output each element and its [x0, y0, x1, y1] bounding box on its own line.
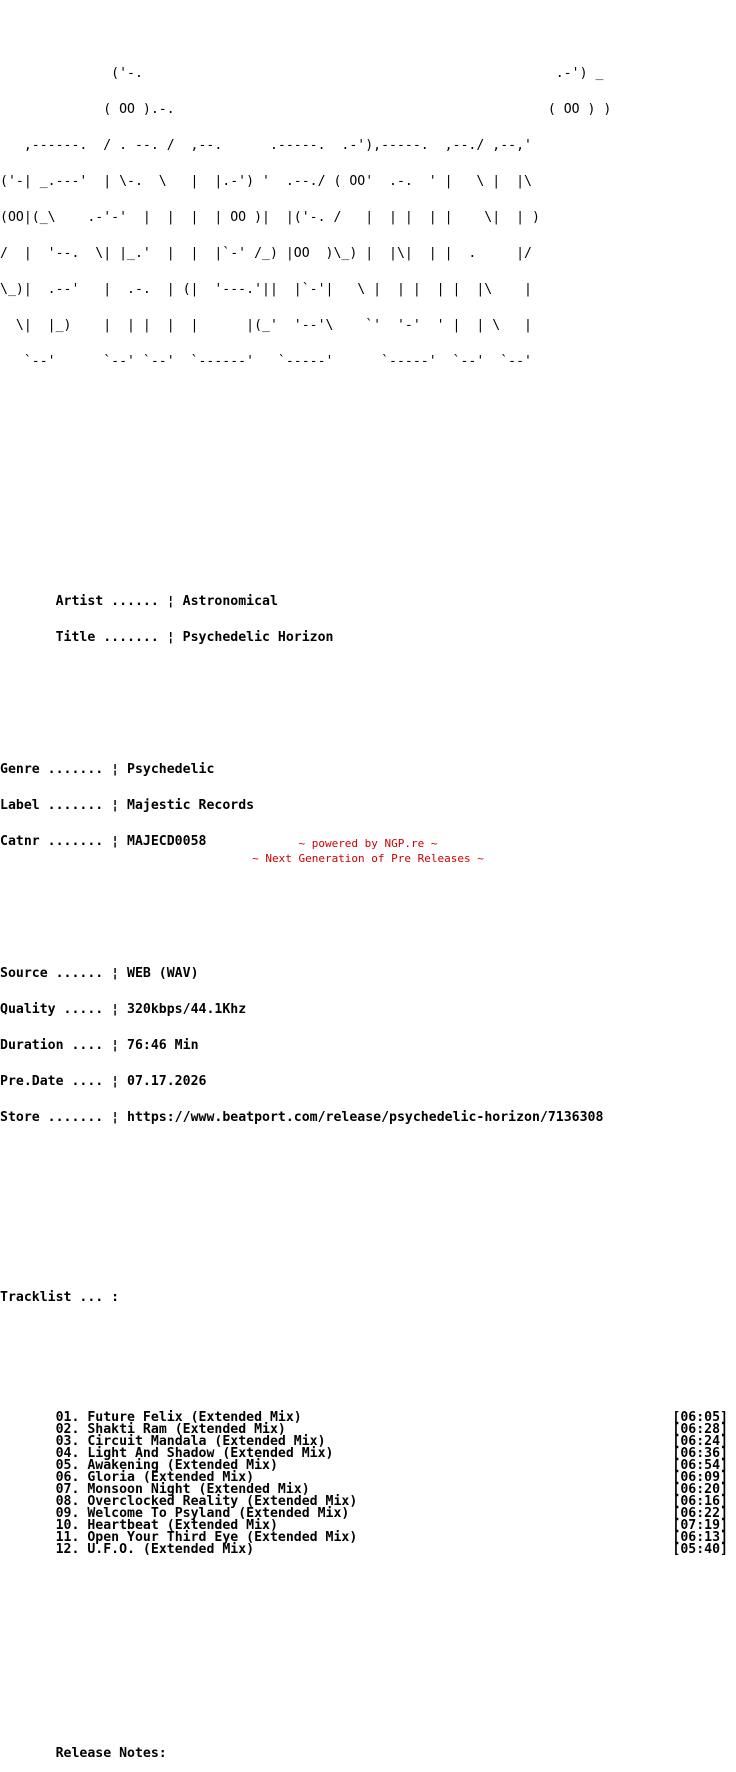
logo-line: \_)| .--' | .-. | (| '---.'|| |`-'| \ | | | | | |\ | — [0, 282, 532, 297]
info-row-predate: Pre.Date .... ¦ 07.17.2026 — [0, 1074, 207, 1089]
info-row-source: Source ...... ¦ WEB (WAV) — [0, 966, 199, 981]
track-title: Future Felix (Extended Mix) — [87, 1410, 302, 1425]
footer-tagline: ~ Next Generation of Pre Releases ~ — [252, 852, 484, 865]
logo-line: (OO|(_\ .-'-' | | | | OO )| |('-. / | | | | | \| | ) — [0, 210, 540, 225]
info-row-catnr: Catnr ....... ¦ MAJECD0058 — [0, 834, 207, 849]
track-number: 01. — [55, 1410, 80, 1425]
info-row-genre: Genre ....... ¦ Psychedelic — [0, 762, 215, 777]
track-duration: [06:20] — [672, 1482, 728, 1497]
footer-powered-by: ~ powered by NGP.re ~ — [298, 837, 438, 850]
track-duration: [06:13] — [672, 1530, 728, 1545]
track-duration: [06:16] — [672, 1494, 728, 1509]
track-number: 05. — [55, 1458, 80, 1473]
track-title: Circuit Mandala (Extended Mix) — [87, 1434, 326, 1449]
info-row-duration: Duration .... ¦ 76:46 Min — [0, 1038, 199, 1053]
footer — [0, 836, 736, 866]
track-duration: [05:40] — [672, 1542, 728, 1557]
track-title: Light And Shadow (Extended Mix) — [87, 1446, 334, 1461]
track-title: Awakening (Extended Mix) — [87, 1458, 278, 1473]
release-notes-heading: Release Notes: — [55, 1746, 167, 1761]
logo-line: `--' `--' `--' `------' `-----' `-----' `--' `--' — [0, 354, 532, 369]
track-title: U.F.O. (Extended Mix) — [87, 1542, 255, 1557]
track-title: Heartbeat (Extended Mix) — [87, 1518, 278, 1533]
track-duration: [06:54] — [672, 1458, 728, 1473]
store-link[interactable]: https://www.beatport.com/release/psychedelic-horizon/7136308 — [127, 1110, 604, 1125]
track-title: Open Your Third Eye (Extended Mix) — [87, 1530, 358, 1545]
logo-line: \| |_) | | | | | |(_' '--'\ `' '-' ' | | \ | — [0, 318, 532, 333]
track-title: Welcome To Psyland (Extended Mix) — [87, 1506, 350, 1521]
logo-line: ,------. / . --. / ,--. .-----. .-'),-----. ,--./ ,--,' — [0, 138, 532, 153]
track-number: 02. — [55, 1422, 80, 1437]
release-info-block3 — [0, 944, 736, 1148]
logo-line: ('-. .-') _ — [0, 66, 604, 81]
track-number: 07. — [55, 1482, 80, 1497]
nfo-text — [0, 20, 736, 1772]
track-number: 11. — [55, 1530, 80, 1545]
ascii-logo — [0, 44, 736, 392]
track-duration: [06:09] — [672, 1470, 728, 1485]
track-duration: [06:05] — [672, 1410, 728, 1425]
info-row-title: Title ....... ¦ Psychedelic Horizon — [55, 630, 334, 645]
info-row-quality: Quality ..... ¦ 320kbps/44.1Khz — [0, 1002, 247, 1017]
info-row-artist: Artist ...... ¦ Astronomical — [55, 594, 278, 609]
logo-line: / | '--. \| |_.' | | |`-' /_) |OO )\_) | |\| | | . |/ — [0, 246, 532, 261]
track-row — [0, 1544, 736, 1556]
track-duration: [06:24] — [672, 1434, 728, 1449]
logo-line: ('-| _.---' | \-. \ | |.-') ' .--./ ( OO' .-. ' | \ | |\ — [0, 174, 532, 189]
track-title: Shakti Ram (Extended Mix) — [87, 1422, 286, 1437]
track-title: Overclocked Reality (Extended Mix) — [87, 1494, 358, 1509]
track-title: Gloria (Extended Mix) — [87, 1470, 255, 1485]
track-duration: [06:22] — [672, 1506, 728, 1521]
track-number: 12. — [55, 1542, 80, 1557]
tracklist-heading: Tracklist ... : — [0, 1290, 120, 1305]
tracklist — [0, 1412, 736, 1556]
release-info-block1 — [0, 572, 736, 668]
track-number: 06. — [55, 1470, 80, 1485]
track-number: 10. — [55, 1518, 80, 1533]
track-number: 08. — [55, 1494, 80, 1509]
info-row-store: Store ....... ¦ https://www.beatport.com/release/psychedelic-horizon/7136308 — [0, 1110, 604, 1125]
track-number: 03. — [55, 1434, 80, 1449]
track-duration: [06:28] — [672, 1422, 728, 1437]
track-number: 09. — [55, 1506, 80, 1521]
logo-line: ( OO ).-. ( OO ) ) — [0, 102, 612, 117]
track-duration: [06:36] — [672, 1446, 728, 1461]
info-row-label: Label ....... ¦ Majestic Records — [0, 798, 255, 813]
track-number: 04. — [55, 1446, 80, 1461]
track-duration: [07:19] — [672, 1518, 728, 1533]
track-title: Monsoon Night (Extended Mix) — [87, 1482, 310, 1497]
